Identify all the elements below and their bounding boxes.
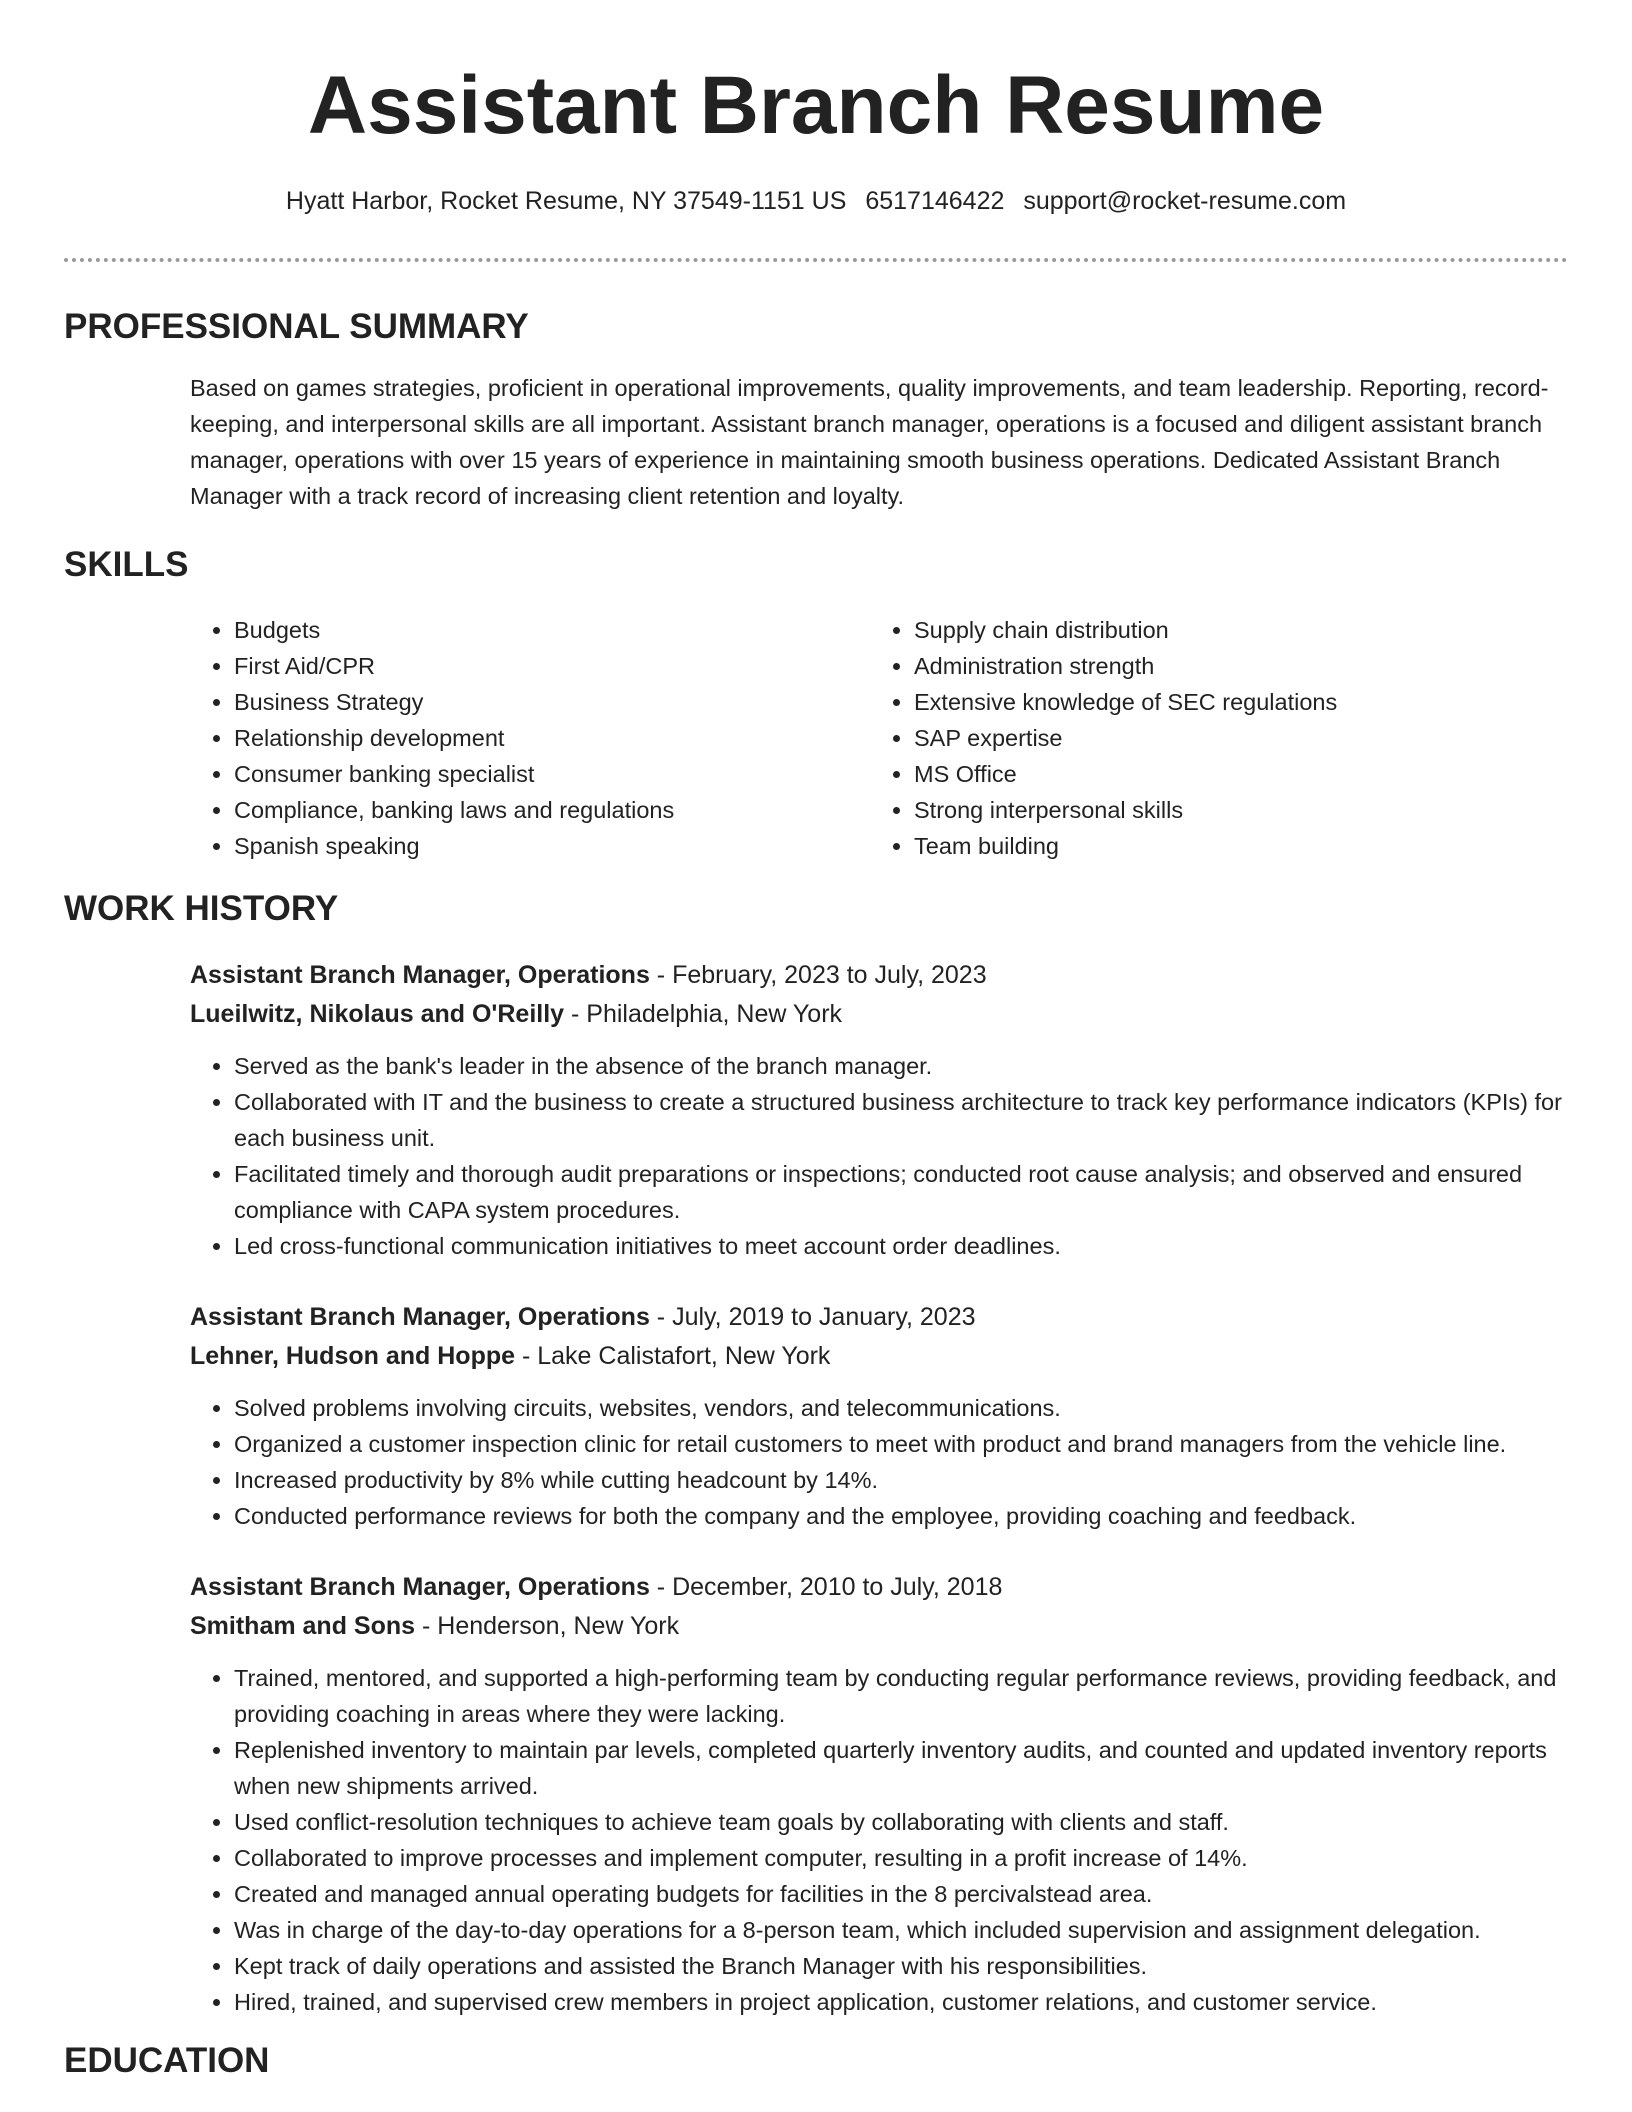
skill-item: • MS Office (914, 756, 1550, 792)
job-title-line (190, 1298, 1568, 1337)
skills-grid (190, 612, 1568, 864)
job-bullets (190, 1660, 1568, 2020)
skill-item: • Relationship development (234, 720, 870, 756)
contact-line (64, 184, 1568, 218)
job-title: Assistant Branch Manager, Operations (190, 1573, 650, 1601)
job-entry (190, 956, 1568, 1264)
skill-item: • Budgets (234, 612, 870, 648)
job-title: Assistant Branch Manager, Operations (190, 961, 650, 989)
job-bullets (190, 1048, 1568, 1264)
summary-text: Based on games strategies, proficient in operational improvements, quality improvements, and team leadership. Reporting, record-keeping, and interpersonal skills are all important. Assistant branch manager, operations is a focused and diligent assistant branch manager, operations with over 15 years of experience in maintaining smooth business operations. Dedicated Assistant Branch Manager with a track record of increasing client retention and loyalty. (190, 375, 1549, 509)
job-title-line (190, 956, 1568, 995)
skill-item: • Strong interpersonal skills (914, 792, 1550, 828)
job-bullet: • Used conflict-resolution techniques to achieve team goals by collaborating with clients and staff. (234, 1804, 1568, 1840)
skill-item: • Business Strategy (234, 684, 870, 720)
job-dates: - February, 2023 to July, 2023 (649, 961, 987, 989)
job-location: - Henderson, New York (415, 1612, 680, 1640)
education-section (64, 2040, 1568, 2082)
job-bullet: • Solved problems involving circuits, websites, vendors, and telecommunications. (234, 1390, 1568, 1426)
job-dates: - July, 2019 to January, 2023 (649, 1303, 976, 1331)
skill-item: • Supply chain distribution (914, 612, 1550, 648)
contact-phone: 6517146422 (865, 187, 1005, 215)
skill-item: • First Aid/CPR (234, 648, 870, 684)
education-heading: EDUCATION (64, 2041, 270, 2080)
job-company: Lueilwitz, Nikolaus and O'Reilly (190, 1000, 565, 1028)
job-bullet: • Conducted performance reviews for both the company and the employee, providing coaching and feedback. (234, 1498, 1568, 1534)
job-bullet: • Served as the bank's leader in the absence of the branch manager. (234, 1048, 1568, 1084)
job-bullet: • Trained, mentored, and supported a high-performing team by conducting regular performance reviews, providing feedback, and providing coaching in areas where they were lacking. (234, 1660, 1568, 1732)
job-title: Assistant Branch Manager, Operations (190, 1303, 650, 1331)
job-bullet: • Hired, trained, and supervised crew members in project application, customer relations, and customer service. (234, 1984, 1568, 2020)
job-location: - Lake Calistafort, New York (515, 1342, 831, 1370)
job-bullet: • Led cross-functional communication initiatives to meet account order deadlines. (234, 1228, 1568, 1264)
job-company-line (190, 1607, 1568, 1646)
skill-item: • Compliance, banking laws and regulations (234, 792, 870, 828)
job-company: Smitham and Sons (190, 1612, 416, 1640)
skill-item: • Administration strength (914, 648, 1550, 684)
skills-heading: SKILLS (64, 545, 189, 584)
contact-email: support@rocket-resume.com (1023, 187, 1347, 215)
job-entry (190, 1568, 1568, 2020)
skills-left-column (190, 612, 870, 864)
job-company-line (190, 1337, 1568, 1376)
job-bullets (190, 1390, 1568, 1534)
job-bullet: • Kept track of daily operations and assisted the Branch Manager with his responsibilities. (234, 1948, 1568, 1984)
job-dates: - December, 2010 to July, 2018 (649, 1573, 1003, 1601)
work-history-section (64, 888, 1568, 2020)
skill-item: • Consumer banking specialist (234, 756, 870, 792)
summary-heading: PROFESSIONAL SUMMARY (64, 307, 529, 346)
job-bullet: • Was in charge of the day-to-day operations for a 8-person team, which included supervision and assignment delegation. (234, 1912, 1568, 1948)
job-bullet: • Increased productivity by 8% while cutting headcount by 14%. (234, 1462, 1568, 1498)
header-divider (64, 258, 1568, 262)
job-location: - Philadelphia, New York (564, 1000, 843, 1028)
job-entry (190, 1298, 1568, 1534)
job-bullet: • Collaborated to improve processes and implement computer, resulting in a profit increase of 14%. (234, 1840, 1568, 1876)
job-bullet: • Replenished inventory to maintain par levels, completed quarterly inventory audits, and counted and updated inventory reports when new shipments arrived. (234, 1732, 1568, 1804)
summary-section (64, 306, 1568, 514)
job-bullet: • Facilitated timely and thorough audit preparations or inspections; conducted root cause analysis; and observed and ensured compliance with CAPA system procedures. (234, 1156, 1568, 1228)
job-title-line (190, 1568, 1568, 1607)
job-bullet: • Created and managed annual operating budgets for facilities in the 8 percivalstead area. (234, 1876, 1568, 1912)
skill-item: • SAP expertise (914, 720, 1550, 756)
job-company: Lehner, Hudson and Hoppe (190, 1342, 516, 1370)
skill-item: • Team building (914, 828, 1550, 864)
contact-address: Hyatt Harbor, Rocket Resume, NY 37549-1151 US (285, 187, 847, 215)
work-history-heading: WORK HISTORY (64, 889, 339, 928)
skill-item: • Spanish speaking (234, 828, 870, 864)
resume-title: Assistant Branch Resume (307, 60, 1325, 151)
job-company-line (190, 995, 1568, 1034)
job-bullet: • Organized a customer inspection clinic for retail customers to meet with product and brand managers from the vehicle line. (234, 1426, 1568, 1462)
skills-section (64, 544, 1568, 864)
skills-right-column (870, 612, 1550, 864)
skill-item: • Extensive knowledge of SEC regulations (914, 684, 1550, 720)
job-bullet: • Collaborated with IT and the business to create a structured business architecture to track key performance indicators (KPIs) for each business unit. (234, 1084, 1568, 1156)
